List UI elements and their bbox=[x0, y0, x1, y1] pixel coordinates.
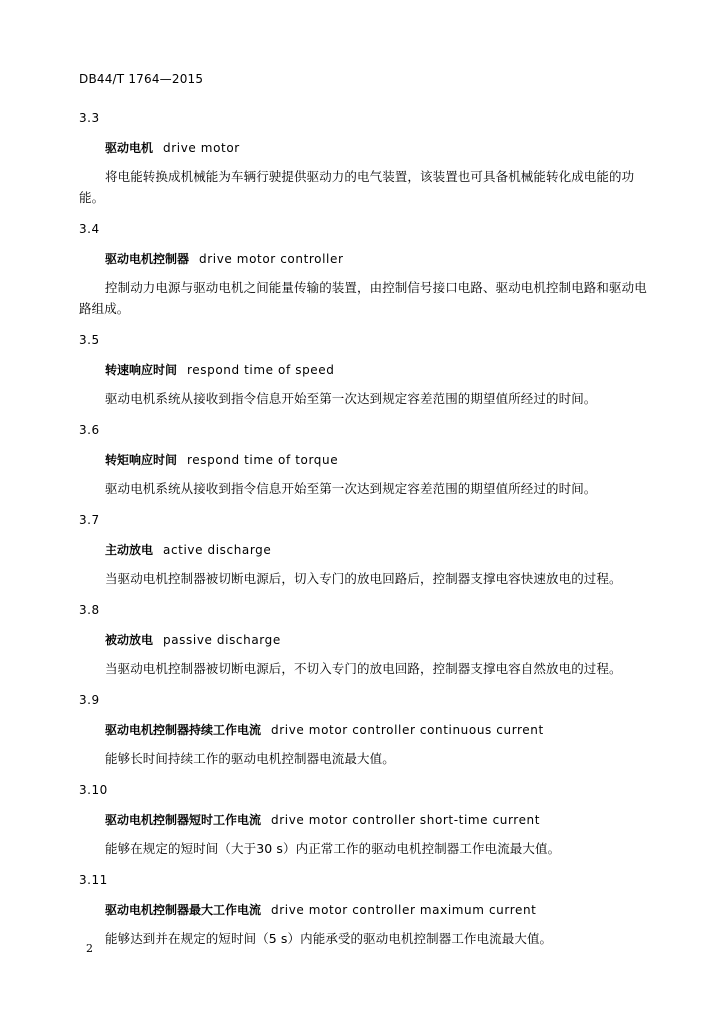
term-definition: 能够达到并在规定的短时间（5 s）内能承受的驱动电机控制器工作电流最大值。 bbox=[105, 931, 553, 946]
term-english: drive motor bbox=[163, 141, 240, 155]
term-definition: 当驱动电机控制器被切断电源后，切入专门的放电回路后，控制器支撑电容快速放电的过程。 bbox=[105, 571, 622, 586]
term-heading bbox=[79, 451, 659, 469]
clause-number: 3.8 bbox=[79, 603, 100, 617]
term-chinese: 转速响应时间 bbox=[105, 363, 178, 377]
term-entry-3-6 bbox=[79, 422, 659, 499]
clause-number: 3.9 bbox=[79, 693, 100, 707]
term-entry-3-7 bbox=[79, 512, 659, 589]
term-definition: 驱动电机系统从接收到指令信息开始至第一次达到规定容差范围的期望值所经过的时间。 bbox=[105, 391, 597, 406]
term-english: drive motor controller continuous current bbox=[271, 723, 544, 737]
term-definition: 驱动电机系统从接收到指令信息开始至第一次达到规定容差范围的期望值所经过的时间。 bbox=[105, 481, 597, 496]
term-entry-3-10 bbox=[79, 782, 659, 859]
term-definition: 能够在规定的短时间（大于30 s）内正常工作的驱动电机控制器工作电流最大值。 bbox=[105, 841, 561, 856]
term-english: drive motor controller bbox=[199, 252, 344, 266]
term-english: drive motor controller short-time current bbox=[271, 813, 541, 827]
term-chinese: 被动放电 bbox=[105, 633, 154, 647]
term-english: respond time of speed bbox=[187, 363, 335, 377]
clause-number: 3.6 bbox=[79, 423, 100, 437]
term-definition: 能够长时间持续工作的驱动电机控制器电流最大值。 bbox=[105, 751, 395, 766]
term-entry-3-11 bbox=[79, 872, 659, 949]
term-heading bbox=[79, 361, 659, 379]
term-english: drive motor controller maximum current bbox=[271, 903, 537, 917]
term-english: passive discharge bbox=[163, 633, 281, 647]
term-chinese: 驱动电机控制器最大工作电流 bbox=[105, 903, 262, 917]
term-heading bbox=[79, 139, 659, 157]
clause-number: 3.10 bbox=[79, 783, 108, 797]
document-code: DB44/T 1764—2015 bbox=[79, 72, 204, 86]
term-entry-3-8 bbox=[79, 602, 659, 679]
term-entry-3-5 bbox=[79, 332, 659, 409]
term-heading bbox=[79, 811, 659, 829]
term-entry-3-4 bbox=[79, 221, 659, 319]
term-chinese: 驱动电机控制器 bbox=[105, 252, 190, 266]
term-definition: 控制动力电源与驱动电机之间能量传输的装置，由控制信号接口电路、驱动电机控制电路和驱动电路组成。 bbox=[79, 280, 647, 316]
term-entry-3-3 bbox=[79, 110, 659, 208]
page-number: 2 bbox=[86, 942, 93, 955]
term-english: active discharge bbox=[163, 543, 272, 557]
term-chinese: 转矩响应时间 bbox=[105, 453, 178, 467]
term-chinese: 驱动电机控制器短时工作电流 bbox=[105, 813, 262, 827]
term-definition: 当驱动电机控制器被切断电源后，不切入专门的放电回路，控制器支撑电容自然放电的过程。 bbox=[105, 661, 622, 676]
term-chinese: 驱动电机 bbox=[105, 141, 154, 155]
clause-number: 3.11 bbox=[79, 873, 108, 887]
term-heading bbox=[79, 721, 659, 739]
term-heading bbox=[79, 541, 659, 559]
clause-number: 3.3 bbox=[79, 111, 100, 125]
term-chinese: 驱动电机控制器持续工作电流 bbox=[105, 723, 262, 737]
term-heading bbox=[79, 901, 659, 919]
clause-number: 3.5 bbox=[79, 333, 100, 347]
term-english: respond time of torque bbox=[187, 453, 339, 467]
clause-number: 3.4 bbox=[79, 222, 100, 236]
term-definition: 将电能转换成机械能为车辆行驶提供驱动力的电气装置，该装置也可具备机械能转化成电能的功能。 bbox=[79, 169, 635, 205]
term-entry-3-9 bbox=[79, 692, 659, 769]
terms-section bbox=[79, 110, 659, 949]
term-heading bbox=[79, 631, 659, 649]
term-heading bbox=[79, 250, 659, 268]
term-chinese: 主动放电 bbox=[105, 543, 154, 557]
clause-number: 3.7 bbox=[79, 513, 100, 527]
